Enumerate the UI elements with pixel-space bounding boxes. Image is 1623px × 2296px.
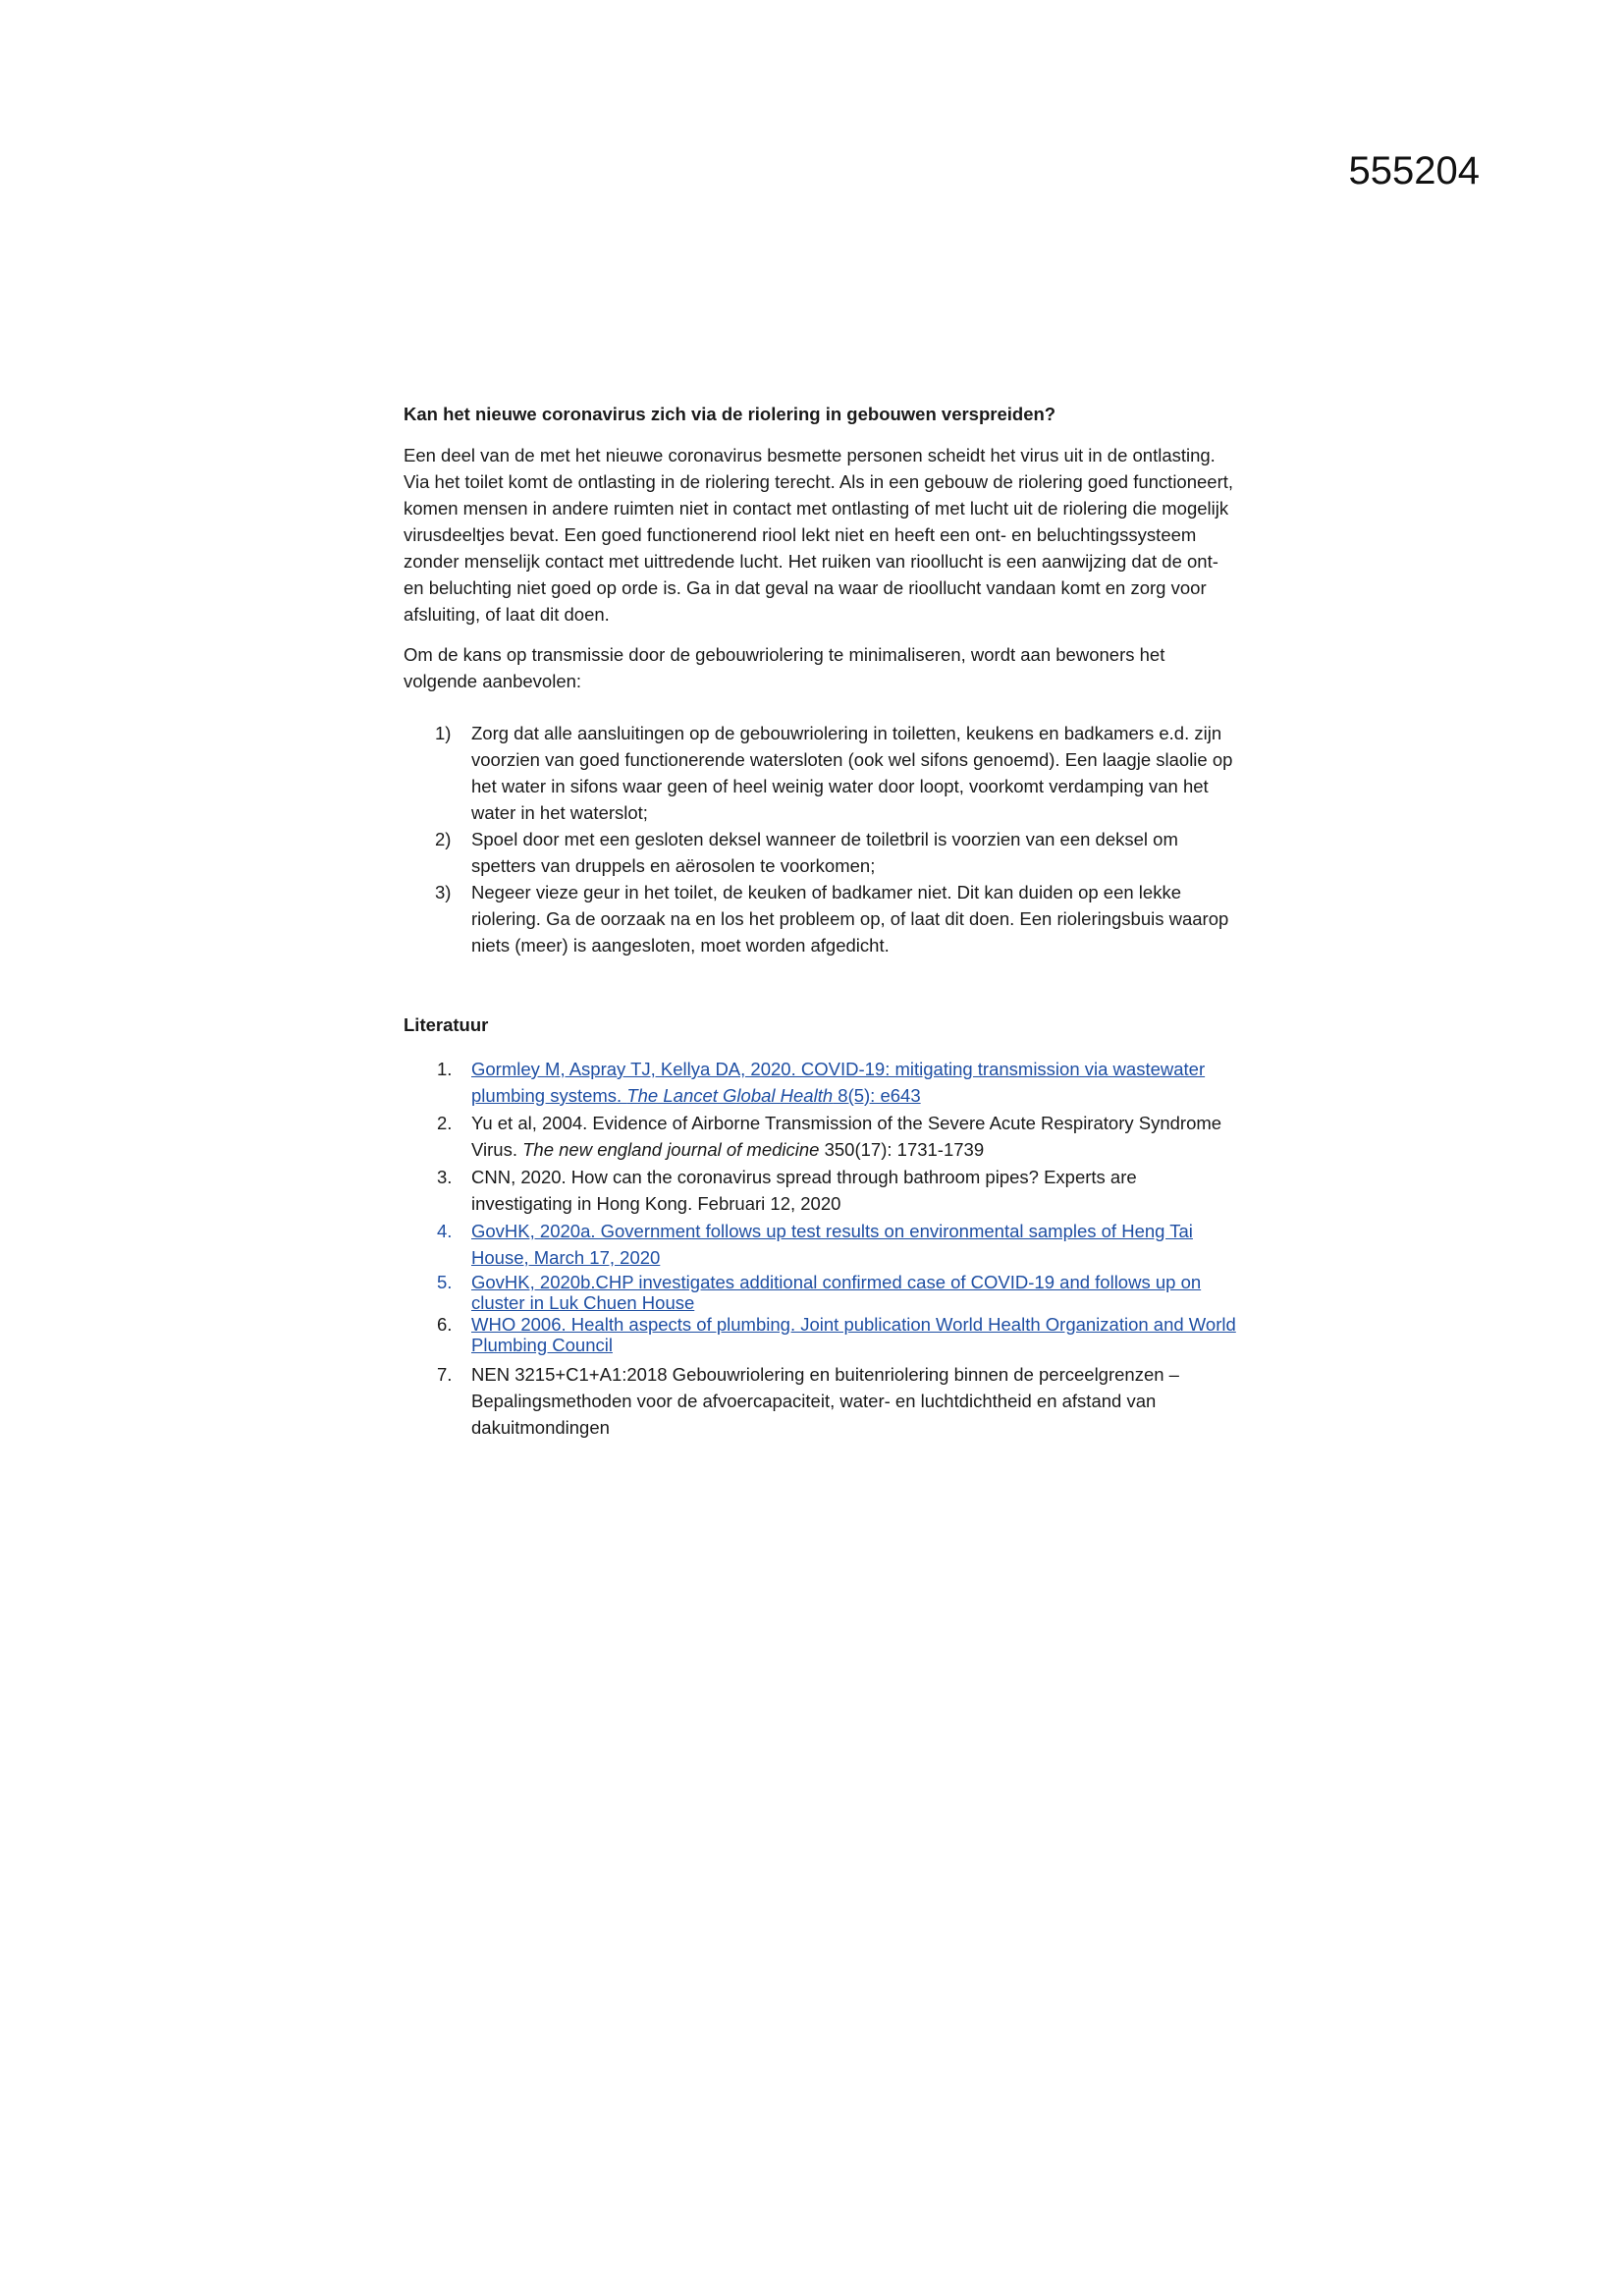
reference-list (404, 1056, 1238, 1441)
reference-item (404, 1218, 1238, 1271)
reference-item (404, 1272, 1238, 1313)
reference-number: 4. (437, 1221, 453, 1241)
reference-link-who[interactable]: WHO 2006. Health aspects of plumbing. Joint publication World Health Organization and World Plumbing Council (471, 1314, 1236, 1355)
reference-text: NEN 3215+C1+A1:2018 Gebouwriolering en buitenriolering binnen de perceelgrenzen – Bepalingsmethoden voor de afvoercapaciteit, water- en luchtdichtheid en afstand van dakuitmondingen (471, 1364, 1179, 1438)
reference-link-gormley[interactable]: Gormley M, Aspray TJ, Kellya DA, 2020. COVID-19: mitigating transmission via wastewater plumbing systems. The Lancet Global Health 8(5): e643 (471, 1059, 1206, 1106)
reference-text: CNN, 2020. How can the coronavirus spread through bathroom pipes? Experts are investigating in Hong Kong. Februari 12, 2020 (471, 1167, 1137, 1214)
reference-item (404, 1164, 1238, 1217)
reference-number: 3. (437, 1167, 453, 1187)
reference-number: 6. (437, 1314, 453, 1335)
reference-item (404, 1314, 1238, 1355)
recommendation-item (404, 879, 1238, 958)
document-body (404, 401, 1238, 1442)
reference-link-govhk-a[interactable]: GovHK, 2020a. Government follows up test results on environmental samples of Heng Tai House, March 17, 2020 (471, 1221, 1193, 1268)
recommendation-text: Negeer vieze geur in het toilet, de keuken of badkamer niet. Dit kan duiden op een lekke riolering. Ga de oorzaak na en los het probleem op, of laat dit doen. Een rioleringsbuis waarop niets (meer) is aangesloten, moet worden afgedicht. (471, 882, 1229, 956)
literature-heading: Literatuur (404, 1014, 489, 1035)
reference-number: 7. (437, 1364, 453, 1385)
document-number: 555204 (1348, 149, 1480, 192)
recommendation-number: 1) (435, 723, 452, 743)
recommendation-item (404, 720, 1238, 826)
reference-number: 1. (437, 1059, 453, 1079)
intro-paragraph: Een deel van de met het nieuwe coronavirus besmette personen scheidt het virus uit in de ontlasting. Via het toilet komt de ontlasting in de riolering terecht. Als in een gebouw de riolering goed functioneert, komen mensen in andere ruimten niet in contact met ontlasting of met lucht uit de riolering die mogelijk virusdeeltjes bevat. Een goed functionerend riool lekt niet en heeft een ont- en beluchtingssysteem zonder menselijk contact met uittredende lucht. Het ruiken van rioollucht is een aanwijzing dat de ont- en beluchting niet goed op orde is. Ga in dat geval na waar de rioollucht vandaan komt en zorg voor afsluiting, of laat dit doen. (404, 445, 1234, 625)
page-title: Kan het nieuwe coronavirus zich via de riolering in gebouwen verspreiden? (404, 404, 1056, 424)
recommendation-text: Spoel door met een gesloten deksel wanneer de toiletbril is voorzien van een deksel om spetters van druppels en aërosolen te voorkomen; (471, 829, 1178, 876)
recommendation-number: 3) (435, 882, 452, 902)
recommendation-item (404, 826, 1238, 879)
recommendation-list (404, 720, 1238, 958)
reference-text: Yu et al, 2004. Evidence of Airborne Transmission of the Severe Acute Respiratory Syndrome Virus. The new england journal of medicine 350(17): 1731-1739 (471, 1113, 1222, 1160)
reference-link-govhk-b[interactable]: GovHK, 2020b.CHP investigates additional confirmed case of COVID-19 and follows up on cluster in Luk Chuen House (471, 1272, 1202, 1313)
reference-number: 2. (437, 1113, 453, 1133)
reference-item (404, 1361, 1238, 1441)
recommendation-text: Zorg dat alle aansluitingen op de gebouwriolering in toiletten, keukens en badkamers e.d. zijn voorzien van goed functionerende watersloten (ook wel sifons genoemd). Een laagje slaolie op het water in sifons waar geen of heel weinig water door loopt, voorkomt verdamping van het water in het waterslot; (471, 723, 1233, 823)
recommendation-number: 2) (435, 829, 452, 849)
recommendation-intro: Om de kans op transmissie door de gebouwriolering te minimaliseren, wordt aan bewoners het volgende aanbevolen: (404, 644, 1165, 691)
reference-item (404, 1056, 1238, 1109)
reference-item (404, 1110, 1238, 1163)
reference-number: 5. (437, 1272, 453, 1292)
